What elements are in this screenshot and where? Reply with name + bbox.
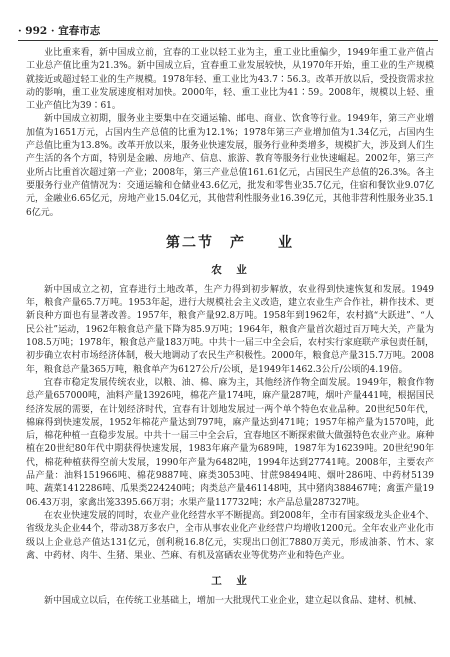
agriculture-paragraph-1: 新中国成立之初，宜春进行土地改革，生产力得到初步解放，农业得到快速恢复和发展。1949年，粮食产量65.7万吨。1953年起，进行大规模社会主义改造，建立农业生产合作社，耕作技术、更新良种方面也有显著改善。1957年，粮食产量92.8万吨。1958年到1962年，农村搞“大跃进”、“人民公社”运动，1962年粮食总产量下降为85.9万吨；1964年，粮食产量首次超过百万吨大关，产量为108.5万吨；1978年，粮食总产量183万吨。中共十一届三中全会后，农村实行家庭联产承包责任制，初步确立农村市场经济体制，极大地调动了农民生产积极性。2000年，粮食总产量315.7万吨。2008年，粮食总产量365万吨，粮食单产为6127公斤/公顷，是1949年1462.3公斤/公顷的4.19倍。 — [26, 284, 434, 375]
running-header: · 992 · 宜春市志 — [18, 25, 101, 37]
industry-paragraph-1: 新中国成立以后，在传统工业基础上，增加一大批现代工业企业，建立起以食品、建材、机械、 — [44, 596, 423, 607]
agriculture-heading: 农 业 — [211, 263, 249, 276]
section-title: 第二节 产 业 — [166, 234, 294, 251]
intro-paragraph-1: 业比重来看，新中国成立前，宜春的工业以轻工业为主，重工业比重偏少，1949年重工业产值占工业总产值比重为21.3%。新中国成立后，宜春重工业发展较快，从1970年开始，重工业的生产规模就接近或超过轻工业的生产规模。1978年轻、重工业比为43.7∶56.3。改革开放以后，受投资需求拉动的影响，重工业发展速度相对加快。2000年，轻、重工业比为41∶59。2008年，规模以上轻、重工业产值比为39∶61。 — [26, 48, 434, 112]
header-rule — [18, 40, 438, 41]
agriculture-paragraph-2: 宜春市稳定发展传统农业，以粮、油、棉、麻为主，其他经济作物全面发展。1949年，粮食作物总产量657000吨，油料产量13926吨，棉花产量174吨，麻产量287吨，烟叶产量441吨，根据国民经济发展的需要，在计划经济时代，宜春有计划地发展过一两个单个特色农业品种。20世纪50年代，棉麻得到快速发展，1952年棉花产量达到797吨，麻产量达到471吨；1957年棉产量为1570吨，此后，棉花种植一直稳步发展。中共十一届三中全会后，宜春地区不断探索做大做强特色农业产业。麻种植在20世纪80年代中期获得快速发展，1983年麻产量为689吨，1987年为16239吨。20世纪90年代，棉花种植获得空前大发展，1990年产量为6482吨，1994年达到27741吨。2008年，主要农产品产量：油料151966吨、棉花9887吨、麻类3053吨、甘蔗98494吨、烟叶286吨、中药材5139吨、蔬菜1412286吨、瓜果类224240吨；肉类总产量461148吨，其中猪肉388467吨；禽蛋产量1906.43万羽，家禽出笼3395.66万羽；水果产量117732吨；水产品总量287327吨。 — [26, 377, 434, 508]
agriculture-paragraph-3: 在农业快速发展的同时，农业产业化经营水平不断提高。到2008年，全市有国家级龙头企业4个、省级龙头企业44个，带动38万多农户，全市从事农业化产业经营户均增收1200元。全年农业产业化市级以上企业总产值达131亿元，创利税16.8亿元，实现出口创汇7880万美元，形成油茶、竹木、家禽、中药材、肉牛、生猪、果业、苎麻、有机及富硒农业等优势产业和特色产业。 — [26, 510, 434, 561]
intro-paragraph-2: 新中国成立初期，服务业主要集中在交通运输、邮电、商业、饮食等行业。1949年，第三产业增加值为1651万元，占国内生产总值的比重为12.1%；1978年第三产业增加值为1.34亿元，占国内生产总值比重为13.8%。改革开放以来，服务业快速发展，服务行业种类增多，规模扩大，涉及到人们生产生活的各个方面，特别是金融、房地产、信息、旅游、教育等服务行业快速崛起。2002年，第三产业所占比重首次超过第一产业；2008年，第三产业总值161.61亿元，占国民生产总值的26.3%。各主要服务行业产值情况为：交通运输和仓储业43.6亿元，批发和零售业35.7亿元，住宿和餐饮业9.07亿元，金融业6.65亿元，房地产业15.04亿元，其他营利性服务业16.39亿元，其他非营利性服务业35.16亿元。 — [26, 114, 434, 218]
industry-heading: 工 业 — [211, 575, 249, 588]
page-content — [26, 47, 434, 608]
